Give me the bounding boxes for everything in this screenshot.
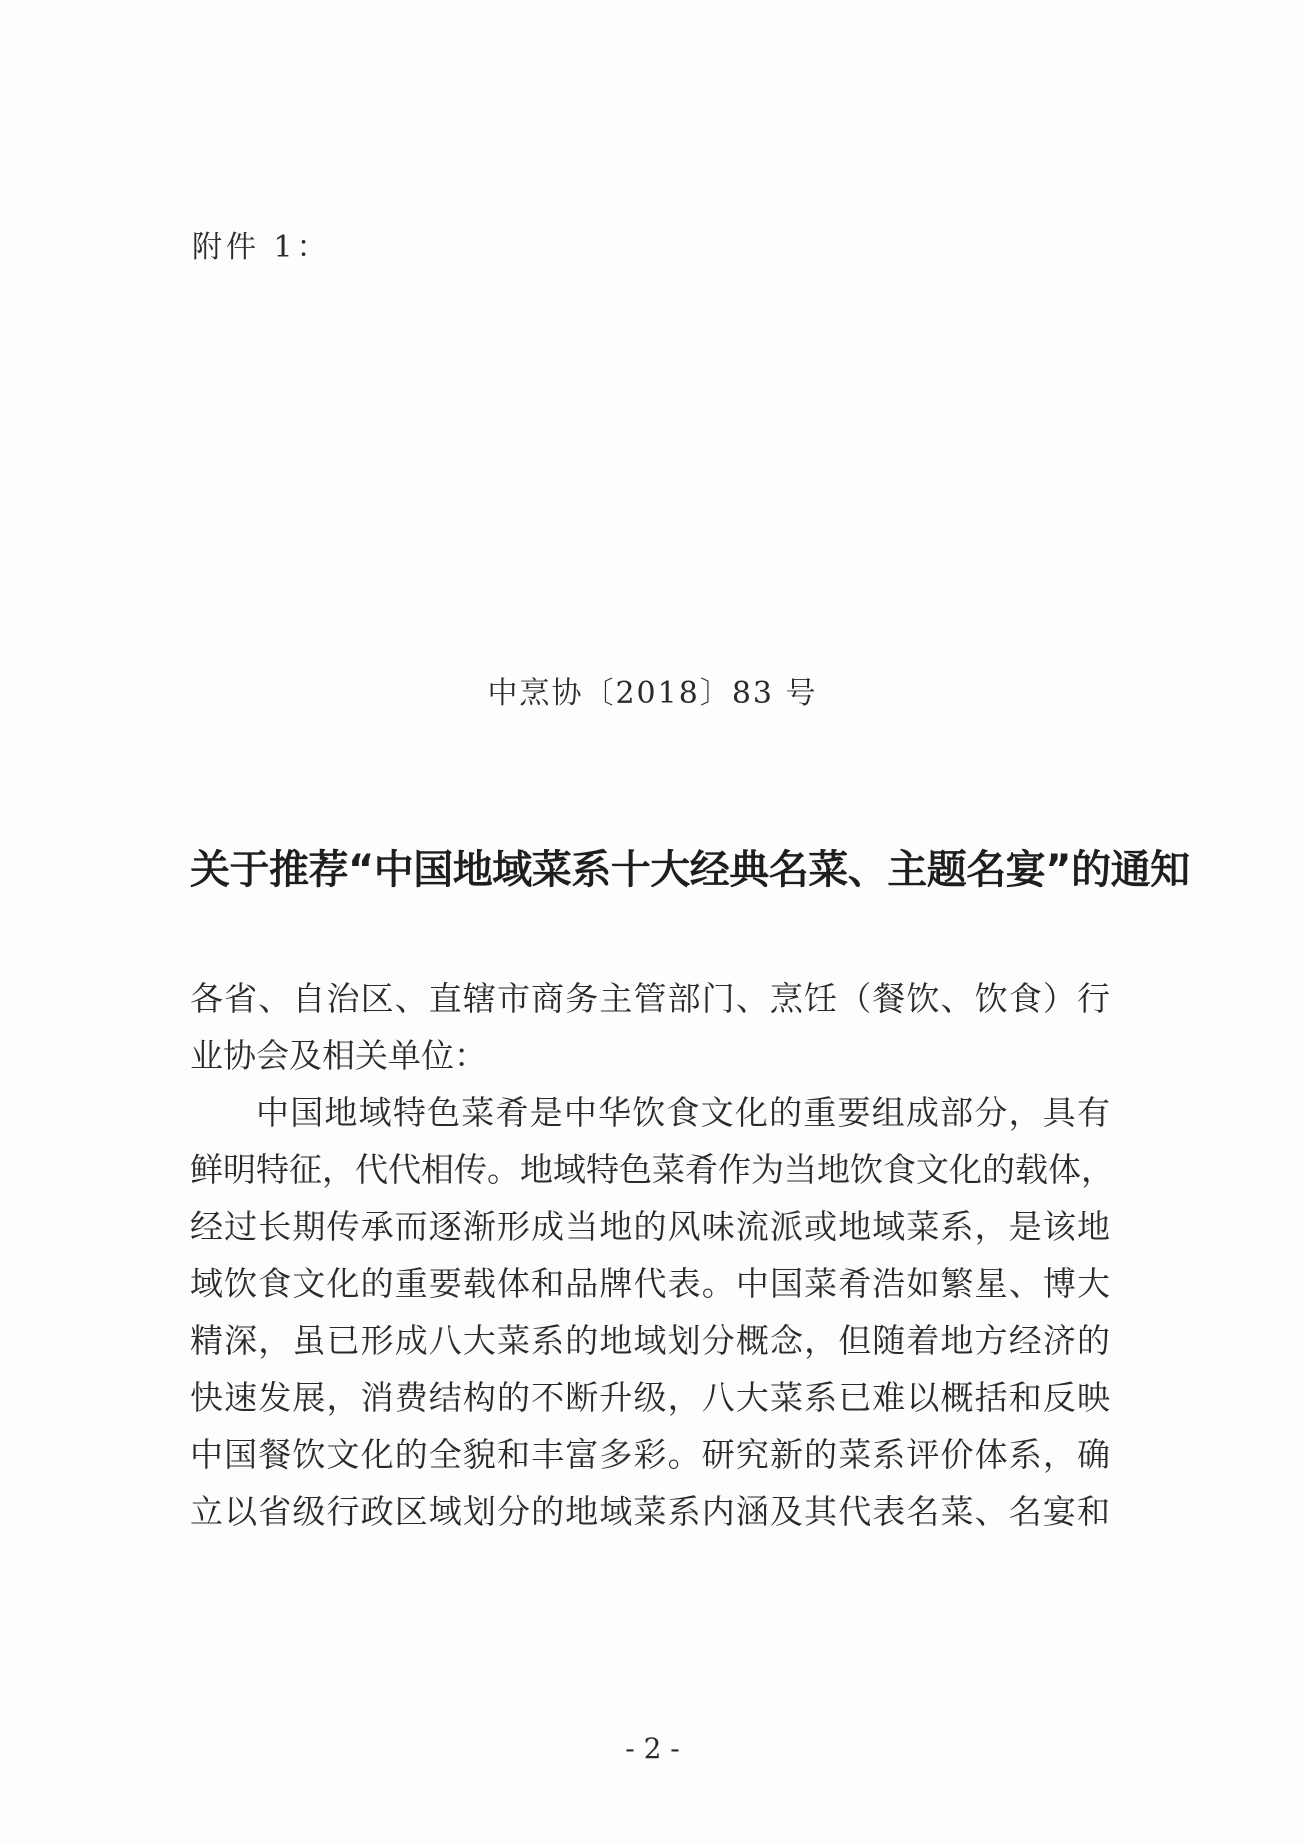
paragraph-line: 立以省级行政区域划分的地域菜系内涵及其代表名菜、名宴和 [190,1492,1110,1531]
paragraph-line: 鲜明特征，代代相传。地域特色菜肴作为当地饮食文化的载体， [190,1150,1114,1189]
document-title: 关于推荐“中国地域菜系十大经典名菜、主题名宴”的通知 [190,847,1190,893]
page-number: - 2 - [625,1732,680,1765]
attachment-label: 附件 1： [192,230,331,265]
document-number: 中烹协〔2018〕83 号 [487,676,818,711]
paragraph-line: 中国地域特色菜肴是中华饮食文化的重要组成部分，具有 [256,1093,1110,1132]
paragraph-line: 域饮食文化的重要载体和品牌代表。中国菜肴浩如繁星、博大 [190,1264,1110,1303]
paragraph-line: 中国餐饮文化的全貌和丰富多彩。研究新的菜系评价体系，确 [190,1435,1110,1474]
paragraph-line: 精深，虽已形成八大菜系的地域划分概念，但随着地方经济的 [190,1321,1110,1360]
salutation-line: 各省、自治区、直辖市商务主管部门、烹饪（餐饮、饮食）行 [190,979,1110,1018]
salutation-line: 业协会及相关单位： [190,1036,487,1075]
paragraph-line: 快速发展，消费结构的不断升级，八大菜系已难以概括和反映 [190,1378,1110,1417]
document-body [190,970,1114,1540]
paragraph-line: 经过长期传承而逐渐形成当地的风味流派或地域菜系，是该地 [190,1207,1110,1246]
